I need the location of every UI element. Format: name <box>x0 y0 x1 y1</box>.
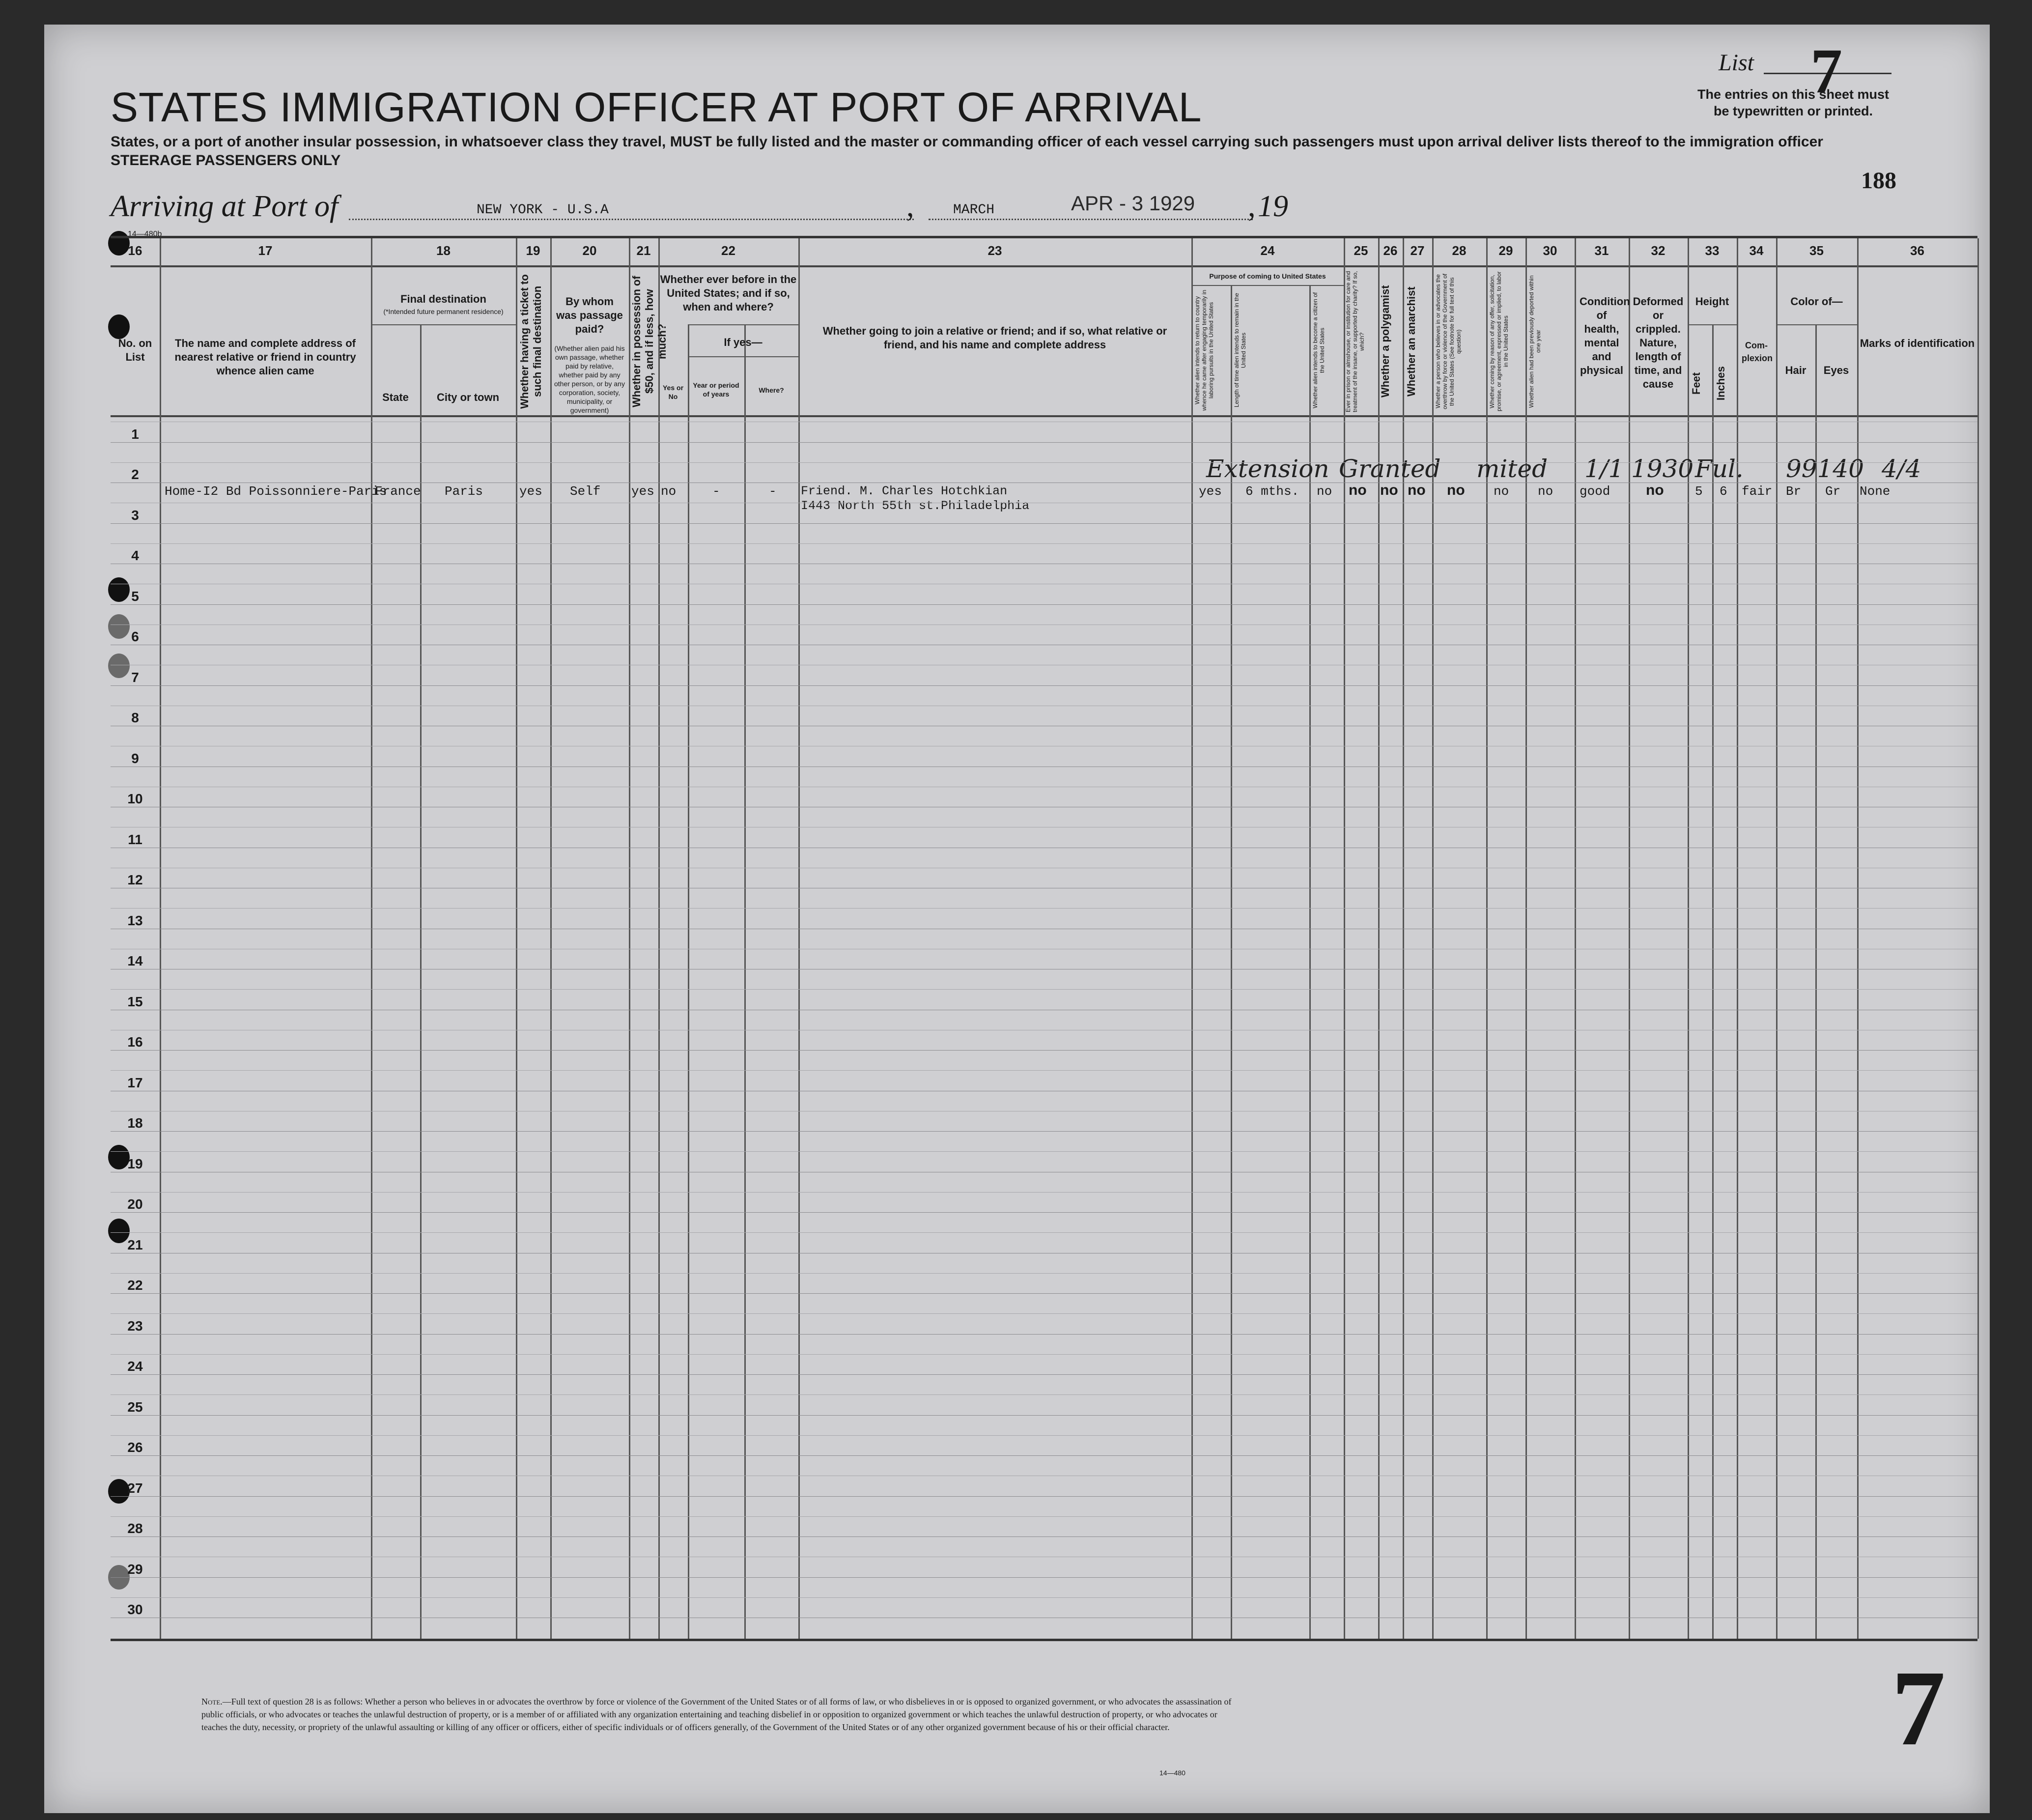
row-number: 12 <box>127 872 143 887</box>
col-rule <box>1712 324 1714 1639</box>
row-number: 30 <box>127 1602 143 1617</box>
header-where: Where? <box>759 386 784 394</box>
row1-hair: Br <box>1786 484 1802 499</box>
form-code: 14—480b <box>128 230 162 238</box>
row-number: 6 <box>131 629 139 644</box>
row-number: 20 <box>127 1196 143 1212</box>
row-midrule <box>111 1192 1977 1193</box>
header-feet: Feet <box>1690 372 1702 395</box>
col-rule <box>1191 238 1193 1639</box>
header-purpose: Purpose of coming to United States <box>1209 272 1326 280</box>
row-number: 28 <box>127 1521 143 1536</box>
colnum-16: 16 <box>128 243 142 258</box>
colnum-22: 22 <box>721 243 735 258</box>
col-rule <box>744 324 746 1639</box>
row-number: 7 <box>131 669 139 685</box>
colnum-24: 24 <box>1260 243 1275 258</box>
col-rule <box>1688 238 1689 1639</box>
col-rule <box>371 238 372 1639</box>
row1-relative: Home-I2 Bd Poissonniere-Paris <box>165 484 387 499</box>
header-purpose-citizen: Whether alien intends to become a citizen of the United States <box>1312 292 1326 408</box>
row-midrule <box>111 1394 1977 1395</box>
row-number: 4 <box>131 548 139 563</box>
row-number: 3 <box>131 507 139 523</box>
comma: , <box>1248 190 1256 223</box>
subheader-rule <box>688 356 798 357</box>
row1-before: no <box>661 484 677 499</box>
row-rule <box>111 1455 1977 1456</box>
colnum-rule <box>111 265 1977 267</box>
row-rule <box>111 1212 1977 1213</box>
row-number: 15 <box>127 994 143 1009</box>
row-rule <box>111 1496 1977 1497</box>
corner-number: 7 <box>1891 1648 1946 1768</box>
header-by-whom-note: (Whether alien paid his own passage, whether paid by relative, whether paid by any other person, or by any corporation, society, municipality, or government) <box>554 344 625 414</box>
row1-where: - <box>769 484 777 499</box>
col-rule <box>688 324 689 1639</box>
row1-length: 6 mths. <box>1245 484 1299 499</box>
row1-deported: no <box>1538 484 1553 499</box>
row-midrule <box>111 1313 1977 1314</box>
header-year-period: Year or period of years <box>693 381 739 398</box>
header-final-destination-note: (*Intended future permanent residence) <box>383 308 504 315</box>
row-number: 27 <box>127 1480 143 1496</box>
footnote-lead: Note. <box>201 1697 223 1706</box>
row-number: 26 <box>127 1440 143 1455</box>
row1-join-line1: Friend. M. Charles Hotchkian <box>801 484 1008 498</box>
row-number: 17 <box>127 1075 143 1090</box>
port-underline <box>349 219 914 220</box>
row-number: 19 <box>127 1156 143 1171</box>
header-ever-before: Whether ever before in the United States; and if so, when and where? <box>660 273 797 313</box>
header-health: Condition of health, mental and physical <box>1580 295 1630 376</box>
row-number: 5 <box>131 588 139 604</box>
col-rule <box>1344 238 1345 1639</box>
col-rule <box>1629 238 1630 1639</box>
header-deformed: Deformed or crippled. Nature, length of time, and cause <box>1633 295 1684 390</box>
header-if-yes: If yes— <box>724 336 762 348</box>
footnote <box>201 1695 1233 1734</box>
colnum-21: 21 <box>636 243 651 258</box>
row-number: 24 <box>127 1359 143 1374</box>
list-label: List <box>1718 50 1754 76</box>
row-rule <box>111 523 1977 524</box>
header-eyes: Eyes <box>1823 364 1849 376</box>
colnum-34: 34 <box>1749 243 1764 258</box>
row-rule <box>111 1131 1977 1132</box>
row1-overthrow: no <box>1447 482 1465 498</box>
col-rule <box>550 238 552 1639</box>
header-join-relative: Whether going to join a relative or friend; and if so, what relative or friend, and his name and complete address <box>822 325 1167 351</box>
col-rule <box>1309 285 1311 1639</box>
subheader-rule <box>1191 285 1344 286</box>
row1-deformed: no <box>1646 482 1664 498</box>
row-midrule <box>111 989 1977 990</box>
header-no-on-list: No. on List <box>118 337 152 363</box>
header-anarchist: Whether an anarchist <box>1405 286 1417 397</box>
row1-fifty: yes <box>631 484 654 499</box>
row-number: 14 <box>127 953 143 968</box>
row-number: 9 <box>131 750 139 766</box>
row-number: 22 <box>127 1278 143 1293</box>
row-rule <box>111 1374 1977 1375</box>
header-by-whom: By whom was passage paid? <box>556 295 623 335</box>
row-number: 16 <box>127 1034 143 1050</box>
row-rule <box>111 1415 1977 1416</box>
row-midrule <box>111 1151 1977 1152</box>
manifest-table <box>111 236 1977 1641</box>
row-midrule <box>111 1597 1977 1598</box>
col-rule <box>1231 285 1232 1639</box>
page-title: STATES IMMIGRATION OFFICER AT PORT OF ARRIVAL <box>111 84 1202 130</box>
colnum-28: 28 <box>1452 243 1467 258</box>
subheader-rule <box>1688 324 1737 325</box>
row1-city: Paris <box>445 484 483 499</box>
col-rule <box>629 238 630 1639</box>
footnote-text: —Full text of question 28 is as follows: Whether a person who believes in or advocates the overthrow by force or violence of the Government of the United States or of all forms of law, or who disbelieves in or is opposed to organized government, or who advocates the assassination of public officials, or who advocates or teaches the unlawful destruction of property, or is a member of or affiliated with any organization entertaining and teaching disbelief in or opposition to organized government or which teaches the unlawful destruction of property, or who advocates or teaches the duty, necessity, or propriety of the unlawful assaulting or killing of any officer or officers, either of specific individuals or of officers generally, of the Government of the United States or of any other organized government because of his or their official character. <box>201 1697 1232 1732</box>
colnum-25: 25 <box>1354 243 1368 258</box>
port-value: NEW YORK - U.S.A <box>477 202 609 218</box>
colnum-19: 19 <box>526 243 540 258</box>
row-number: 18 <box>127 1115 143 1131</box>
header-color-of: Color of— <box>1790 295 1843 308</box>
row-number: 21 <box>127 1237 143 1252</box>
handwriting-mited: mited <box>1476 455 1548 483</box>
row-midrule <box>111 1516 1977 1517</box>
row-number: 11 <box>128 831 142 847</box>
row-rule <box>111 685 1977 686</box>
footnote-code: 14—480 <box>1159 1769 1185 1777</box>
row-rule <box>111 1577 1977 1578</box>
subheader-rule <box>1776 324 1857 325</box>
col-rule <box>658 238 660 1639</box>
handwriting-granted: Granted <box>1339 455 1441 483</box>
row1-feet: 5 <box>1695 484 1703 499</box>
row-number: 29 <box>127 1561 143 1577</box>
colnum-30: 30 <box>1543 243 1557 258</box>
handwriting-fraction: 4/4 <box>1882 455 1921 483</box>
arriving-label: Arriving at Port of <box>111 190 339 223</box>
steerage-subheading: STEERAGE PASSENGERS ONLY <box>111 152 341 169</box>
col-rule <box>1432 238 1434 1639</box>
header-polygamist: Whether a polygamist <box>1379 285 1391 398</box>
row1-health: good <box>1580 484 1610 499</box>
row-rule <box>111 1050 1977 1051</box>
header-fifty-dollars: Whether in possession of $50, and if less, how much? <box>630 276 668 407</box>
row1-year: - <box>712 484 720 499</box>
row1-return: yes <box>1199 484 1222 499</box>
colnum-18: 18 <box>436 243 451 258</box>
header-overthrow: Whether a person who believes in or advocates the overthrow by force or violence of the Government of the United States (See footnote for full text of this question) <box>1435 273 1462 410</box>
year-prefix: 19 <box>1258 190 1288 223</box>
row-number: 10 <box>127 791 143 806</box>
header-rule <box>111 415 1977 417</box>
header-offer: Whether coming by reason of any offer, solicitation, promise, or agreement, expressed or implied, to labor in the United States <box>1489 271 1509 412</box>
colnum-23: 23 <box>988 243 1002 258</box>
col-rule <box>516 238 517 1639</box>
row-rule <box>111 604 1977 605</box>
comma: , <box>906 190 914 223</box>
row-midrule <box>111 1435 1977 1436</box>
row1-ticket: yes <box>519 484 542 499</box>
col-rule <box>420 324 422 1639</box>
page-number: 188 <box>1861 168 1896 194</box>
manifest-sheet <box>44 25 1990 1813</box>
row1-join-line2: I443 North 55th st.Philadelphia <box>801 499 1030 513</box>
header-purpose-return: Whether alien intends to return to country whence he came after engaging temporarily in laboring pursuits in the United States <box>1194 289 1214 411</box>
row-midrule <box>111 908 1977 909</box>
header-purpose-length: Length of time alien intends to remain in the United States <box>1233 293 1247 407</box>
row-midrule <box>111 543 1977 544</box>
header-hair: Hair <box>1785 364 1806 376</box>
colnum-17: 17 <box>258 243 273 258</box>
header-height: Height <box>1695 295 1729 308</box>
row1-prison: no <box>1349 482 1367 498</box>
list-number: 7 <box>1810 36 1842 107</box>
colnum-35: 35 <box>1809 243 1824 258</box>
row-rule <box>111 442 1977 443</box>
row1-citizen: no <box>1317 484 1332 499</box>
header-state: State <box>382 391 409 403</box>
colnum-31: 31 <box>1594 243 1609 258</box>
header-city: City or town <box>436 391 500 403</box>
row1-state: France <box>375 484 421 499</box>
col-rule <box>1486 238 1488 1639</box>
row-midrule <box>111 462 1977 463</box>
row-midrule <box>111 1273 1977 1274</box>
col-rule <box>1378 238 1380 1639</box>
col-rule <box>160 238 161 1639</box>
colnum-20: 20 <box>582 243 597 258</box>
row1-inches: 6 <box>1720 484 1727 499</box>
row-number: 23 <box>127 1318 143 1334</box>
row-number: 8 <box>131 710 139 725</box>
entries-note: The entries on this sheet must be typewritten or printed. <box>1697 87 1890 118</box>
header-yes-no: Yes or No <box>662 384 684 400</box>
row-number: 13 <box>127 912 143 928</box>
handwriting-ful: Ful. <box>1695 455 1744 483</box>
row1-eyes: Gr <box>1825 484 1841 499</box>
row1-paid-by: Self <box>570 484 601 499</box>
header-relative-address: The name and complete address of nearest relative or friend in country whence alien came <box>174 337 356 377</box>
col-rule <box>1857 238 1859 1639</box>
col-rule <box>1575 238 1576 1639</box>
row-rule <box>111 1536 1977 1537</box>
colnum-29: 29 <box>1498 243 1513 258</box>
header-marks: Marks of identification <box>1860 337 1975 349</box>
col-rule <box>1815 324 1817 1639</box>
date-stamp: APR - 3 1929 <box>1071 192 1195 215</box>
subheader-rule <box>371 324 516 325</box>
row-midrule <box>111 1232 1977 1233</box>
handwriting-number: 99140 <box>1786 455 1864 483</box>
colnum-26: 26 <box>1383 243 1398 258</box>
col-rule <box>798 238 800 1639</box>
header-ticket: Whether having a ticket to such final destination <box>518 274 543 409</box>
handwriting-date: 1/1 <box>1584 455 1624 483</box>
month-value: MARCH <box>953 202 995 218</box>
row-number: 1 <box>131 426 139 442</box>
instruction-text: States, or a port of another insular possession, in whatsoever class they travel, MUST be fully listed and the master or commanding officer of each vessel carrying such passengers must upon arrival deliver lists thereof to the immigration officer <box>111 134 1823 150</box>
subheader-rule <box>688 324 798 325</box>
col-rule <box>1403 238 1404 1639</box>
row1-polygamist: no <box>1380 482 1398 498</box>
row1-offer: no <box>1494 484 1509 499</box>
row-midrule <box>111 1354 1977 1355</box>
colnum-27: 27 <box>1410 243 1425 258</box>
col-rule <box>1977 238 1979 1639</box>
header-deported: Whether alien had been previously deported within one year <box>1528 275 1542 408</box>
row-number: 25 <box>127 1399 143 1415</box>
handwriting-extension: Extension <box>1206 455 1329 483</box>
colnum-36: 36 <box>1910 243 1924 258</box>
row-rule <box>111 1334 1977 1335</box>
row1-marks: None <box>1860 484 1891 499</box>
col-rule <box>1737 238 1738 1639</box>
row-rule <box>111 1293 1977 1294</box>
col-rule <box>1776 238 1778 1639</box>
month-underline <box>929 219 1253 220</box>
colnum-33: 33 <box>1705 243 1720 258</box>
header-complexion: Com- plexion <box>1742 341 1773 363</box>
colnum-32: 32 <box>1651 243 1665 258</box>
row-number: 2 <box>131 467 139 482</box>
col-rule <box>1525 238 1527 1639</box>
handwriting-year: 1930 <box>1631 455 1694 483</box>
header-inches: Inches <box>1715 366 1727 400</box>
row1-complexion: fair <box>1742 484 1773 499</box>
row-midrule <box>111 1070 1977 1071</box>
header-final-destination: Final destination <box>400 293 486 305</box>
header-prison: Ever in prison or almshouse, or institution for care and treatment of the insane, or supported by charity? If so, which? <box>1345 271 1365 412</box>
row1-anarchist: no <box>1408 482 1426 498</box>
